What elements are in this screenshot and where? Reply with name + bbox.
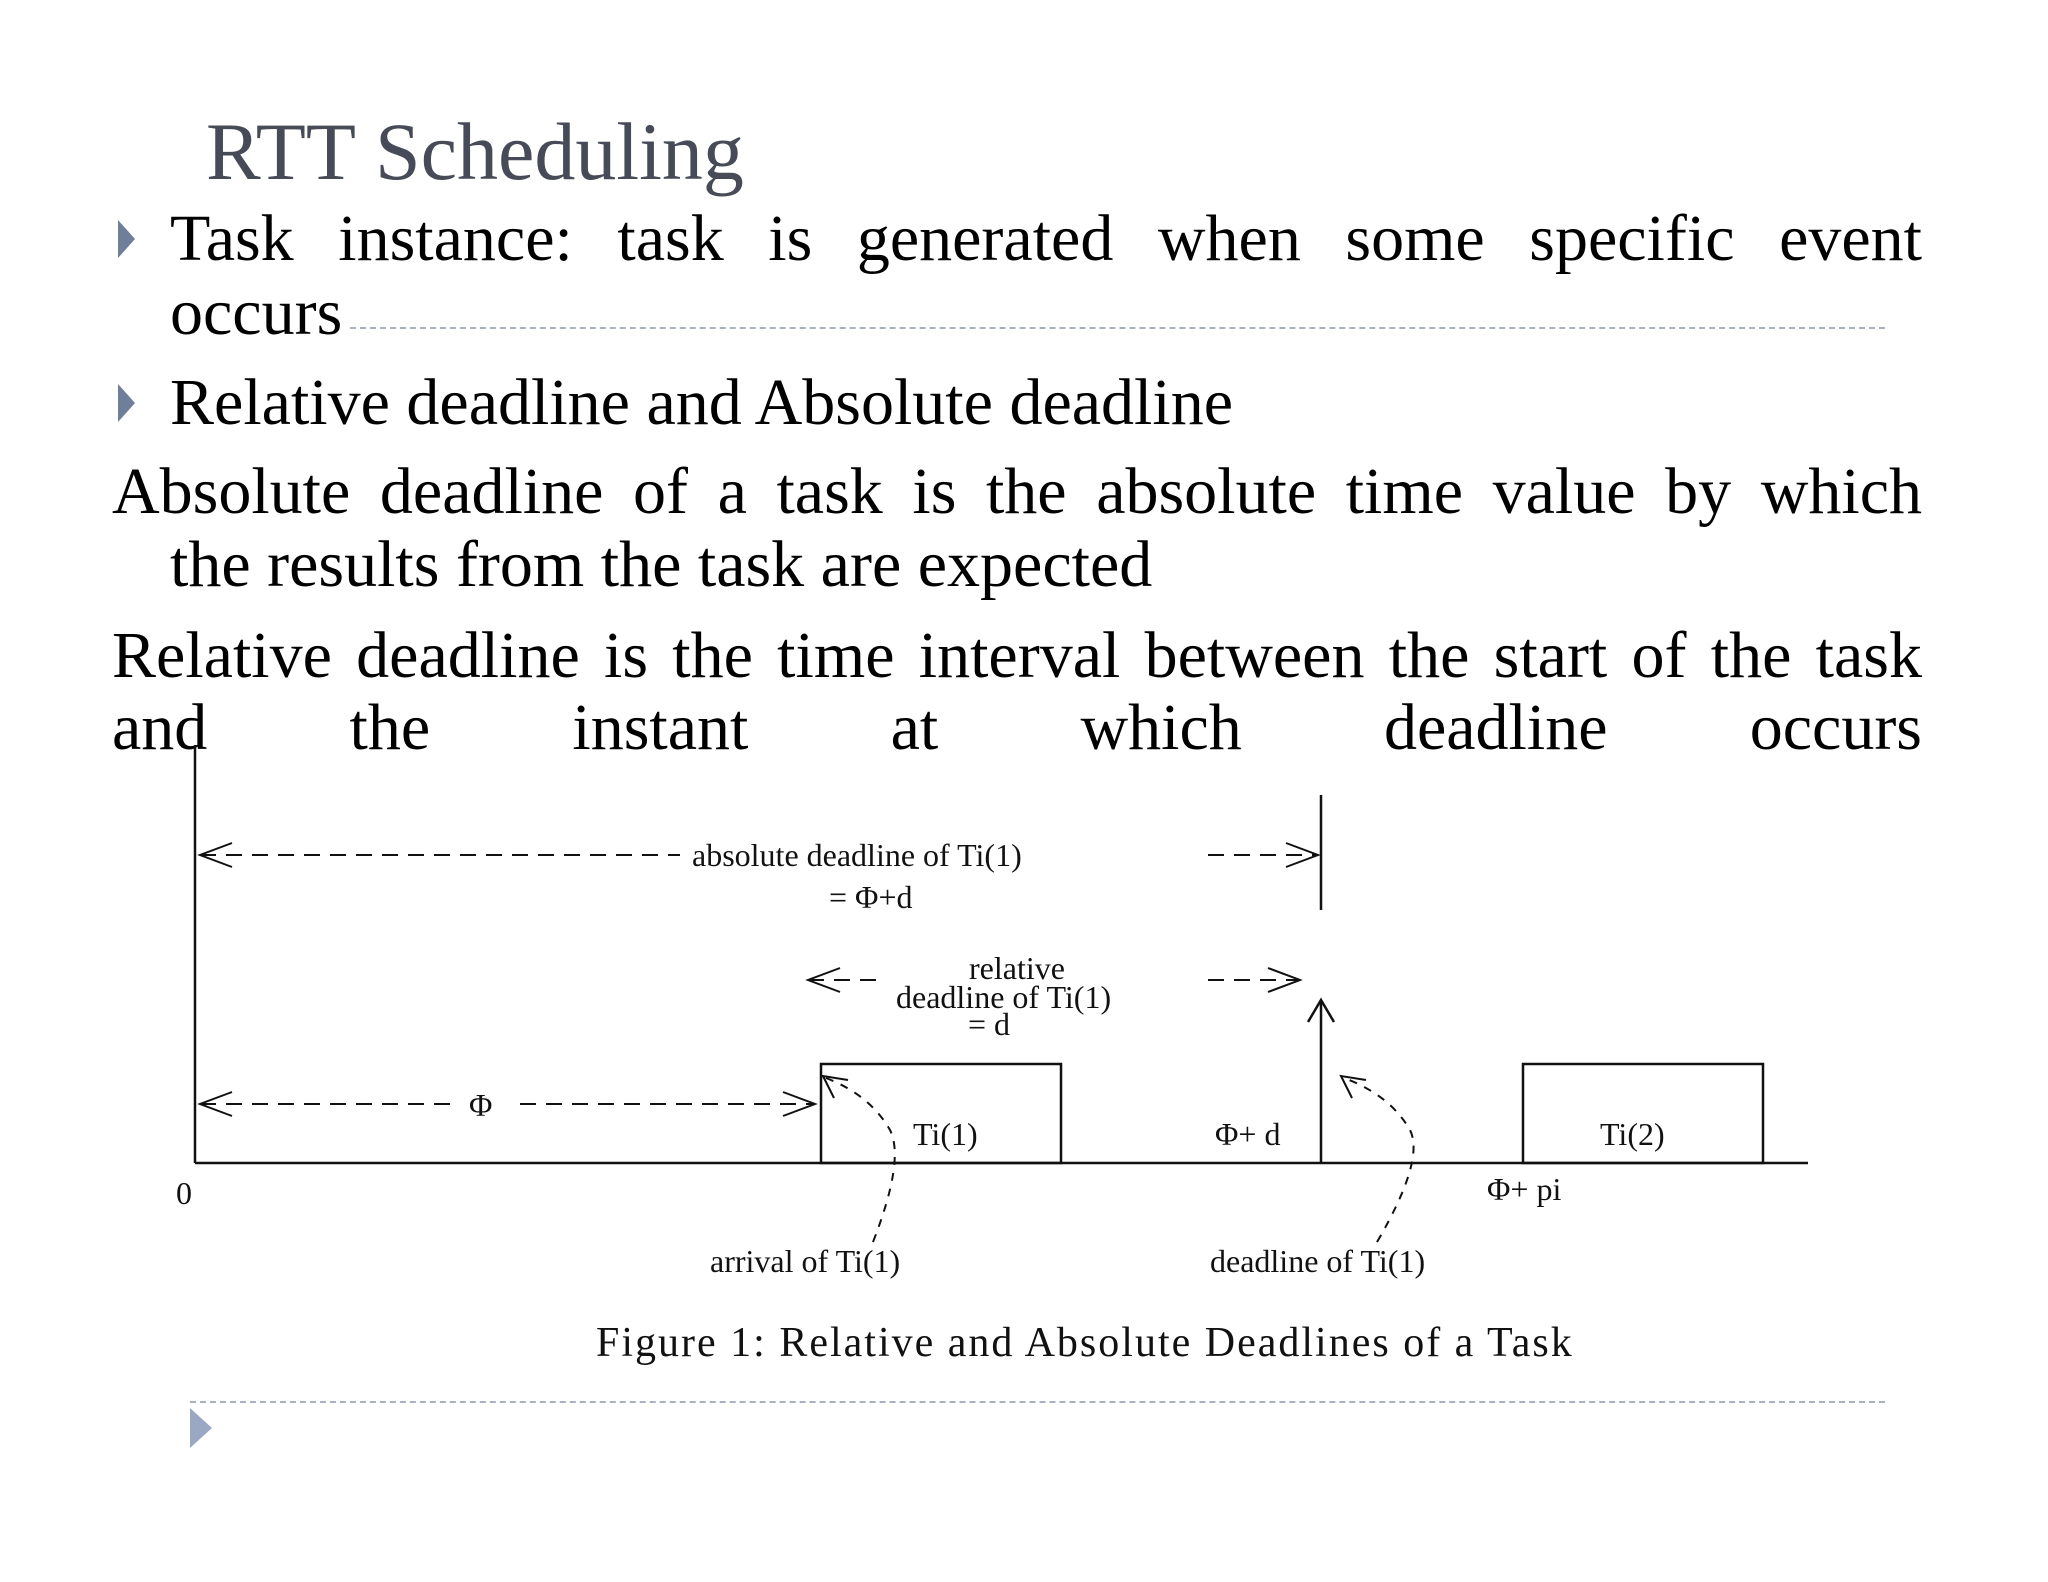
arrival-curve bbox=[826, 1078, 895, 1242]
relative-deadline-label: deadline of Ti(1) bbox=[896, 979, 1112, 1015]
phi-plus-d-label: Φ+ d bbox=[1215, 1116, 1281, 1152]
bullet-1-line-1: Task instance: task is generated when some specific event bbox=[170, 202, 1922, 275]
paragraph-1-line-1: Absolute deadline of a task is the absolute time value by which bbox=[112, 455, 1922, 528]
dashed-arrows bbox=[200, 843, 1414, 1242]
paragraph-2-line-1: Relative deadline is the time interval between the start of the task bbox=[112, 619, 1922, 692]
slide-title: RTT Scheduling bbox=[206, 106, 744, 197]
paragraph-2-line-2: and the instant at which deadline occurs bbox=[112, 691, 1922, 764]
task-2-label: Ti(2) bbox=[1600, 1116, 1665, 1152]
paragraph-1-line-2: the results from the task are expected bbox=[170, 528, 1153, 601]
deadline-curve bbox=[1344, 1078, 1414, 1242]
relative-label: relative bbox=[969, 950, 1065, 986]
absolute-eq-label: = Φ+d bbox=[829, 879, 913, 915]
figure-labels bbox=[176, 837, 1665, 1279]
absolute-deadline-label: absolute deadline of Ti(1) bbox=[692, 837, 1022, 873]
phi-label: Φ bbox=[469, 1087, 493, 1123]
origin-label: 0 bbox=[176, 1175, 192, 1211]
arrival-label: arrival of Ti(1) bbox=[710, 1243, 901, 1279]
deadline-label: deadline of Ti(1) bbox=[1210, 1243, 1426, 1279]
figure-caption: Figure 1: Relative and Absolute Deadlines of a Task bbox=[596, 1320, 1574, 1366]
deadline-curve-head bbox=[1341, 1076, 1366, 1098]
footer-triangle-icon bbox=[190, 1408, 212, 1448]
task-1-label: Ti(1) bbox=[913, 1116, 978, 1152]
relative-eq-label: = d bbox=[968, 1006, 1011, 1042]
divider-bottom bbox=[190, 1401, 1885, 1403]
bullet-2-line-1: Relative deadline and Absolute deadline bbox=[170, 366, 1233, 439]
bullet-1-line-2: occurs bbox=[170, 276, 343, 349]
phi-plus-pi-label: Φ+ pi bbox=[1487, 1171, 1562, 1207]
